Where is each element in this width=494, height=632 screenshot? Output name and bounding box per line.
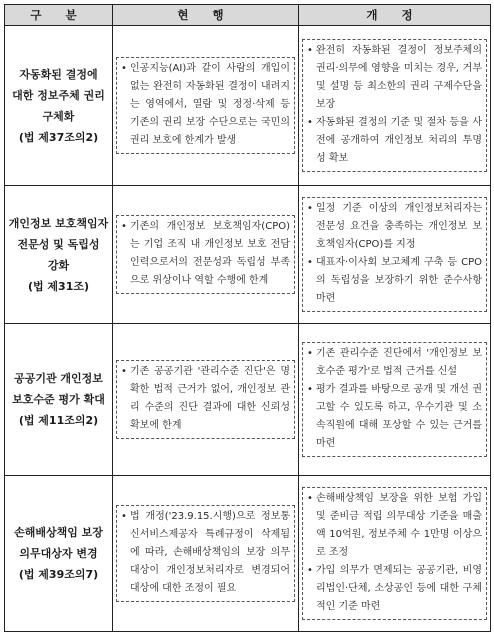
category-cell bbox=[5, 186, 113, 324]
revised-item: • 기존 관리수준 진단에서 '개인정보 보호수준 평가'로 법적 근거를 신설 bbox=[307, 345, 482, 381]
header-row bbox=[5, 5, 491, 26]
revised-item: • 손해배상책임 보장을 위한 보험 가입 및 준비금 적립 의무대상 기준을 매출액 10억원, 정보주체 수 1만명 이상으로 조정 bbox=[307, 490, 482, 562]
revised-item: • 완전히 자동화된 결정이 정보주체의 권리·의무에 영향을 미치는 경우, 거부 및 설명 등 최소한의 권리 구제수단을 보장 bbox=[307, 42, 482, 114]
header-revised: 개 정 bbox=[299, 5, 491, 26]
revised-box bbox=[302, 342, 487, 457]
category-title: 공공기관 개인정보 보호수준 평가 확대 bbox=[12, 372, 105, 406]
revised-cell bbox=[299, 186, 491, 324]
current-cell bbox=[113, 26, 299, 186]
category-title: 자동화된 결정에 대한 정보주체 권리 구체화 bbox=[12, 67, 105, 123]
table-row bbox=[5, 476, 491, 632]
current-cell bbox=[113, 324, 299, 476]
current-cell bbox=[113, 476, 299, 632]
current-item: • 기존 공공기관 '관리수준 진단'은 명확한 법적 근거가 없어, 개인정보 관리 수준의 진단 결과에 대한 신뢰성 확보에 한계 bbox=[121, 363, 290, 435]
table-row bbox=[5, 186, 491, 324]
category-cell bbox=[5, 26, 113, 186]
table-row bbox=[5, 324, 491, 476]
header-category: 구 분 bbox=[5, 5, 113, 26]
current-box bbox=[116, 215, 295, 294]
revised-item: • 자동화된 결정의 기준 및 절차 등을 사전에 공개하여 개인정보 처리의 투명성 확보 bbox=[307, 114, 482, 168]
current-box bbox=[116, 57, 295, 154]
comparison-table-container bbox=[4, 4, 490, 632]
current-item: • 인공지능(AI)과 같이 사람의 개입이 없는 완전히 자동화된 결정이 내려지는 영역에서, 열람 및 정정·삭제 등 기존의 권리 보장 수단으로는 국민의 권리 보호에 한계가 발생 bbox=[121, 60, 290, 150]
current-box bbox=[116, 505, 295, 602]
revised-box bbox=[302, 487, 487, 620]
category-cell bbox=[5, 476, 113, 632]
revised-box bbox=[302, 197, 487, 312]
revised-cell bbox=[299, 476, 491, 632]
revised-cell bbox=[299, 26, 491, 186]
category-title: 손해배상책임 보장 의무대상자 변경 bbox=[14, 526, 103, 560]
revised-item: • 가입 의무가 면제되는 공공기관, 비영리법인·단체, 소상공인 등에 대한 구체적인 기준 마련 bbox=[307, 562, 482, 616]
current-item: • 기존의 개인정보 보호책임자(CPO)는 기업 조직 내 개인정보 보호 전담 인력으로서의 전문성과 독립성 부족으로 위상이나 역할 수행에 한계 bbox=[121, 218, 290, 290]
current-item: • 법 개정('23.9.15.시행)으로 정보통신서비스제공자 특례규정이 삭제됨에 따라, 손해배상책임의 보장 의무대상이 개인정보처리자로 변경되어 대상에 대한 조정이 필요 bbox=[121, 508, 290, 598]
law-article: (법 제37조의2) bbox=[18, 130, 99, 144]
law-article: (법 제11조의2) bbox=[18, 414, 99, 427]
category-title: 개인정보 보호책임자 전문성 및 독립성 강화 bbox=[8, 216, 109, 272]
header-current: 현 행 bbox=[113, 5, 299, 26]
current-box bbox=[116, 360, 295, 439]
revised-box bbox=[302, 39, 487, 172]
revised-item: • 대표자·이사회 보고체계 구축 등 CPO의 독립성을 보장하기 위한 준수사항 마련 bbox=[307, 254, 482, 308]
revised-item: • 일정 기준 이상의 개인정보처리자는 전문성 요건을 충족하는 개인정보 보호책임자(CPO)를 지정 bbox=[307, 200, 482, 254]
category-cell bbox=[5, 324, 113, 476]
table-row bbox=[5, 26, 491, 186]
current-cell bbox=[113, 186, 299, 324]
revised-cell bbox=[299, 324, 491, 476]
law-article: (법 제31조) bbox=[27, 279, 90, 293]
revised-item: • 평가 결과를 바탕으로 공개 및 개선 권고할 수 있도록 하고, 우수기관 및 소속직원에 대해 포상할 수 있는 근거를 마련 bbox=[307, 381, 482, 453]
comparison-table bbox=[4, 4, 491, 632]
law-article: (법 제39조의7) bbox=[18, 568, 99, 581]
